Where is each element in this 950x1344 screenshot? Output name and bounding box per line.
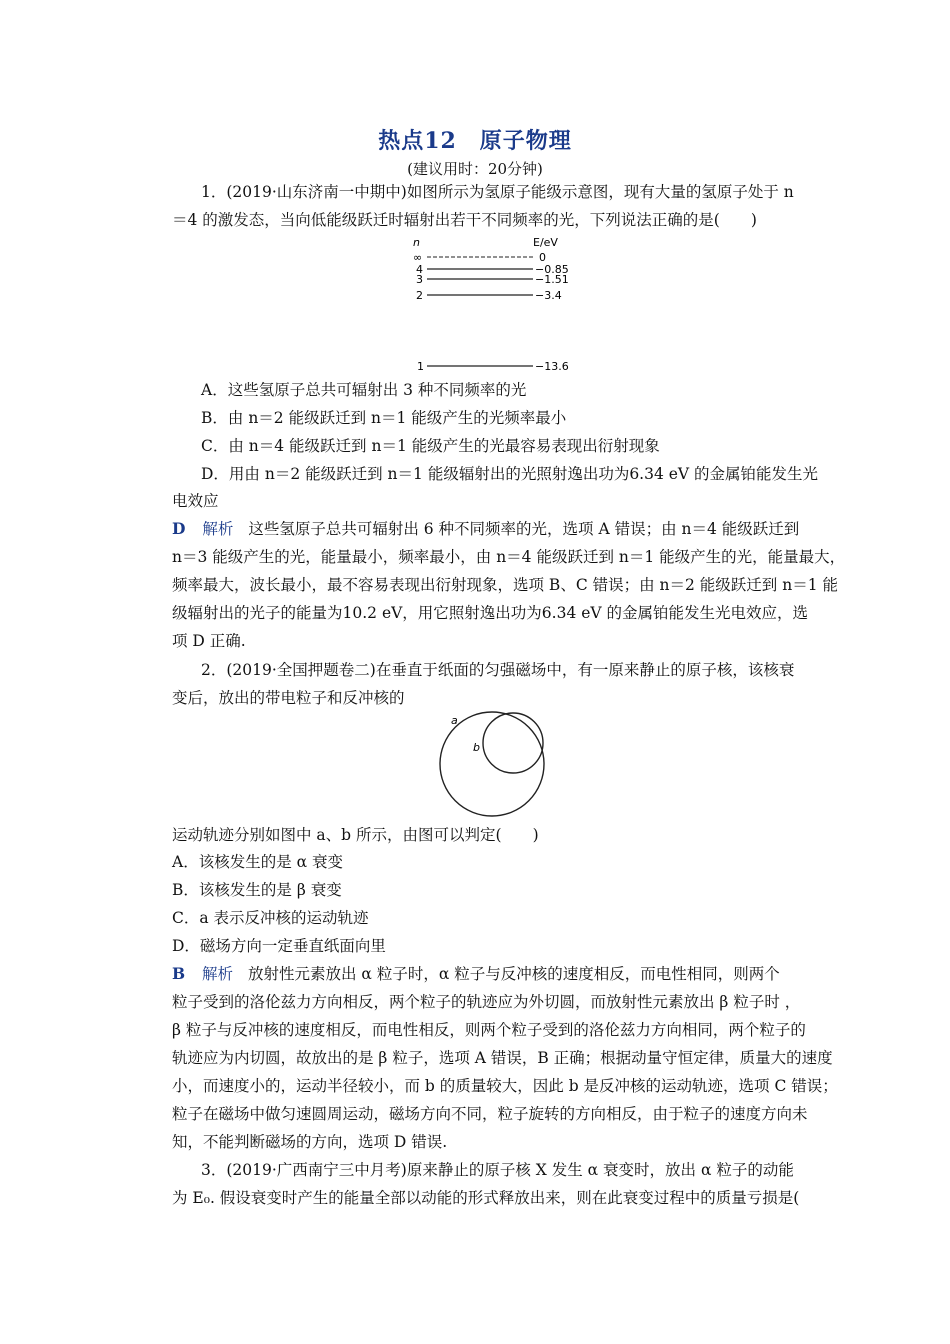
q1-explanation-line5: 项 D 正确. bbox=[172, 632, 246, 650]
n-axis-label: n bbox=[413, 236, 420, 249]
q1-answer: D bbox=[172, 519, 186, 538]
track-circles-diagram bbox=[430, 707, 550, 819]
q2-explanation-line7: 知，不能判断磁场的方向，选项 D 错误. bbox=[172, 1133, 448, 1151]
q2-explanation-line1 bbox=[172, 964, 780, 984]
q2-option-b: B．该核发生的是 β 衰变 bbox=[172, 881, 342, 899]
label-b: b bbox=[473, 741, 480, 754]
q1-option-d-line2: 电效应 bbox=[172, 492, 219, 510]
level-e-3: −1.51 bbox=[535, 273, 569, 286]
level-e-1: −13.6 bbox=[535, 360, 569, 372]
q2-explanation-text1: 放射性元素放出 α 粒子时，α 粒子与反冲核的速度相反，而电性相同，则两个 bbox=[248, 965, 780, 983]
q2-option-d: D．磁场方向一定垂直纸面向里 bbox=[172, 937, 386, 955]
q1-explanation-line3: 频率最大，波长最小，最不容易表现出衍射现象，选项 B、C 错误；由 n＝2 能级跃迁到 n＝1 能 bbox=[172, 576, 839, 594]
q2-answer: B bbox=[172, 964, 186, 983]
q1-explanation-line4: 级辐射出的光子的能量为10.2 eV，用它照射逸出功为6.34 eV 的金属铂能发生光电效应，选 bbox=[172, 604, 809, 622]
inner-circle-b bbox=[483, 713, 543, 773]
q2-option-c: C．a 表示反冲核的运动轨迹 bbox=[172, 909, 369, 927]
q1-stem-line1: 1．(2019·山东济南一中期中)如图所示为氢原子能级示意图，现有大量的氢原子处于 n bbox=[201, 183, 794, 201]
q1-explanation-line1 bbox=[172, 519, 799, 539]
q2-explanation-line2: 粒子受到的洛伦兹力方向相反，两个粒子的轨迹应为外切圆，而放射性元素放出 β 粒子时 ， bbox=[172, 993, 801, 1011]
q2-option-a: A．该核发生的是 α 衰变 bbox=[172, 853, 344, 871]
q1-option-b: B．由 n＝2 能级跃迁到 n＝1 能级产生的光频率最小 bbox=[201, 409, 567, 427]
page-title: 热点12 原子物理 bbox=[378, 128, 572, 154]
q1-explanation-line2: n＝3 能级产生的光，能量最小，频率最小，由 n＝4 能级跃迁到 n＝1 能级产生的光，能量最大， bbox=[172, 548, 846, 566]
level-n-1: 1 bbox=[417, 360, 424, 372]
e-axis-label: E/eV bbox=[533, 236, 558, 249]
q3-stem-line1: 3．(2019·广西南宁三中月考)原来静止的原子核 X 发生 α 衰变时，放出 α 粒子的动能 bbox=[201, 1161, 794, 1179]
q1-option-a: A．这些氢原子总共可辐射出 3 种不同频率的光 bbox=[201, 381, 527, 399]
q1-option-d-line1: D．用由 n＝2 能级跃迁到 n＝1 能级辐射出的光照射逸出功为6.34 eV 的金属铂能发生光 bbox=[201, 465, 819, 483]
level-n-4: 4 bbox=[416, 263, 423, 276]
energy-level-diagram bbox=[405, 232, 585, 372]
q2-explanation-line6: 粒子在磁场中做匀速圆周运动，磁场方向不同，粒子旋转的方向相反，由于粒子的速度方向未 bbox=[172, 1105, 808, 1123]
q1-jiexi-label: 解析 bbox=[202, 520, 234, 538]
q2-explanation-line5: 小，而速度小的，运动半径较小，而 b 的质量较大，因此 b 是反冲核的运动轨迹，选项 C 错误； bbox=[172, 1077, 838, 1095]
label-a: a bbox=[451, 714, 458, 727]
level-e-2: −3.4 bbox=[535, 289, 562, 302]
level-n-3: 3 bbox=[416, 273, 423, 286]
level-n-2: 2 bbox=[416, 289, 423, 302]
q1-stem-line2: ＝4 的激发态，当向低能级跃迁时辐射出若干不同频率的光，下列说法正确的是( ) bbox=[172, 211, 757, 229]
q2-jiexi-label: 解析 bbox=[202, 965, 234, 983]
q2-stem-line3: 运动轨迹分别如图中 a、b 所示，由图可以判定( ) bbox=[172, 826, 539, 844]
q3-stem-line2: 为 E₀. 假设衰变时产生的能量全部以动能的形式释放出来，则在此衰变过程中的质量亏损是( bbox=[172, 1189, 800, 1207]
q2-stem-line2: 变后，放出的带电粒子和反冲核的 bbox=[172, 689, 405, 707]
q2-stem-line1: 2．(2019·全国押题卷二)在垂直于纸面的匀强磁场中，有一原来静止的原子核，该核衰 bbox=[201, 661, 795, 679]
page-subtitle: (建议用时：20分钟) bbox=[407, 160, 543, 178]
q2-explanation-line3: β 粒子与反冲核的速度相反，而电性相反，则两个粒子受到的洛伦兹力方向相同，两个粒子的 bbox=[172, 1021, 806, 1039]
level-e-4: −0.85 bbox=[535, 263, 569, 276]
level-e-inf: 0 bbox=[539, 251, 546, 264]
q1-explanation-text1: 这些氢原子总共可辐射出 6 种不同频率的光，选项 A 错误；由 n＝4 能级跃迁到 bbox=[248, 520, 800, 538]
q2-explanation-line4: 轨迹应为内切圆，故放出的是 β 粒子，选项 A 错误，B 正确；根据动量守恒定律，质量大的速度 bbox=[172, 1049, 833, 1067]
q1-option-c: C．由 n＝4 能级跃迁到 n＝1 能级产生的光最容易表现出衍射现象 bbox=[201, 437, 660, 455]
level-n-inf: ∞ bbox=[413, 251, 423, 264]
